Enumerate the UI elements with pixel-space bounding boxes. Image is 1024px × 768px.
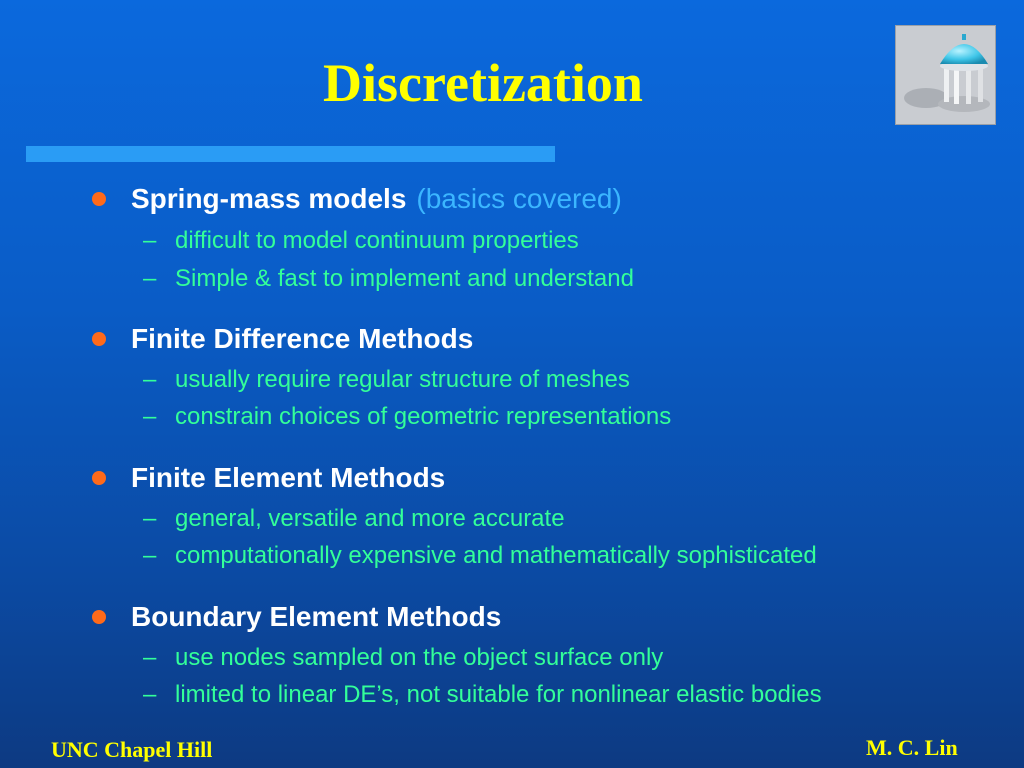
bullet-label: Finite Difference Methods [131,323,474,354]
bullet-label: Finite Element Methods [131,462,446,493]
footer-author: M. C. Lin [866,735,958,760]
sub-item [143,502,565,536]
sub-item [143,224,579,258]
sub-item-text: difficult to model continuum properties [175,227,579,254]
bullet-item [92,458,445,498]
footer-institution: UNC Chapel Hill [51,737,213,762]
bullet-item [92,319,473,359]
dash-marker: – [143,227,157,254]
bullet-item [92,179,622,219]
bullet-dot-icon [92,610,106,624]
sub-item [143,641,663,675]
sub-item-text: general, versatile and more accurate [175,505,565,532]
bullet-item [92,597,501,637]
bullet-dot-icon [92,192,106,206]
sub-item-text: usually require regular structure of meshes [175,366,630,393]
sub-item [143,262,634,296]
bullet-note: (basics covered) [416,183,622,214]
sub-item-text: constrain choices of geometric representations [175,403,672,430]
dash-marker: – [143,403,157,430]
dash-marker: – [143,681,157,708]
dash-marker: – [143,542,157,569]
dash-marker: – [143,505,157,532]
bullet-dot-icon [92,471,106,485]
sub-item-text: use nodes sampled on the object surface only [175,644,664,671]
bullet-dot-icon [92,332,106,346]
sub-item [143,678,822,712]
sub-item [143,400,671,434]
sub-item-text: Simple & fast to implement and understand [175,265,634,292]
sub-item [143,363,630,397]
sub-item [143,539,817,573]
bullet-label: Spring-mass models [131,183,407,214]
sub-item-text: limited to linear DE’s, not suitable for nonlinear elastic bodies [175,681,822,708]
slide-title: Discretization [323,53,643,113]
dash-marker: – [143,265,157,292]
dash-marker: – [143,644,157,671]
bullet-label: Boundary Element Methods [131,601,502,632]
sub-item-text: computationally expensive and mathematically sophisticated [175,542,817,569]
dash-marker: – [143,366,157,393]
